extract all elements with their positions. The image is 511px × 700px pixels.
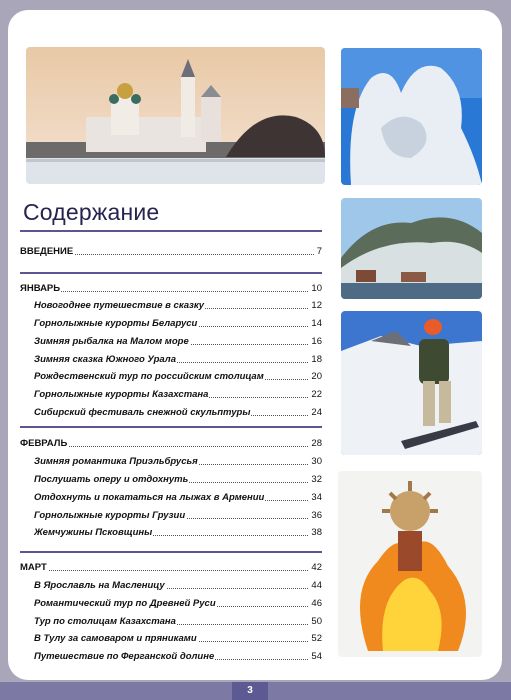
toc-section-march[interactable]: МАРТ 42 <box>20 562 322 573</box>
maslenitsa-fire-photo <box>338 471 482 657</box>
toc-entry[interactable]: Отдохнуть и покататься на лыжах в Армении 34 <box>34 492 322 503</box>
divider <box>20 272 322 274</box>
snow-sculpture-photo <box>341 48 482 185</box>
toc-entry[interactable]: Зимняя романтика Приэльбрусья 30 <box>34 456 322 467</box>
toc-entry[interactable]: Сибирский фестиваль снежной скульптуры 24 <box>34 407 322 418</box>
toc-entry[interactable]: Новогоднее путешествие в сказку 12 <box>34 300 322 311</box>
toc-section-february[interactable]: ФЕВРАЛЬ 28 <box>20 438 322 449</box>
page-title: Содержание <box>23 199 160 225</box>
toc-entry[interactable]: Зимняя рыбалка на Малом море 16 <box>34 336 322 347</box>
divider <box>20 426 322 428</box>
monastery-photo <box>26 47 325 184</box>
toc-entry[interactable]: Жемчужины Псковщины 38 <box>34 527 322 538</box>
toc-entry[interactable]: Горнолыжные курорты Грузии 36 <box>34 510 322 521</box>
divider <box>20 230 322 232</box>
toc-entry[interactable]: Горнолыжные курорты Казахстана 22 <box>34 389 322 400</box>
toc-entry[interactable]: Рождественский тур по российским столицам 20 <box>34 371 322 382</box>
toc-section-intro[interactable]: ВВЕДЕНИЕ 7 <box>20 246 322 257</box>
toc-entry[interactable]: Романтический тур по Древней Руси 46 <box>34 598 322 609</box>
winter-forest-photo <box>341 198 482 299</box>
toc-entry[interactable]: В Тулу за самоваром и пряниками 52 <box>34 633 322 644</box>
toc-entry[interactable]: Путешествие по Ферганской долине 54 <box>34 651 322 662</box>
toc-section-january[interactable]: ЯНВАРЬ 10 <box>20 283 322 294</box>
snowboarder-photo <box>341 311 482 455</box>
toc-entry[interactable]: В Ярославль на Масленицу 44 <box>34 580 322 591</box>
divider <box>20 551 322 553</box>
page-number: 3 <box>232 682 268 700</box>
toc-entry[interactable]: Тур по столицам Казахстана 50 <box>34 616 322 627</box>
toc-entry[interactable]: Горнолыжные курорты Беларуси 14 <box>34 318 322 329</box>
toc-entry[interactable]: Зимняя сказка Южного Урала 18 <box>34 354 322 365</box>
toc-entry[interactable]: Послушать оперу и отдохнуть 32 <box>34 474 322 485</box>
